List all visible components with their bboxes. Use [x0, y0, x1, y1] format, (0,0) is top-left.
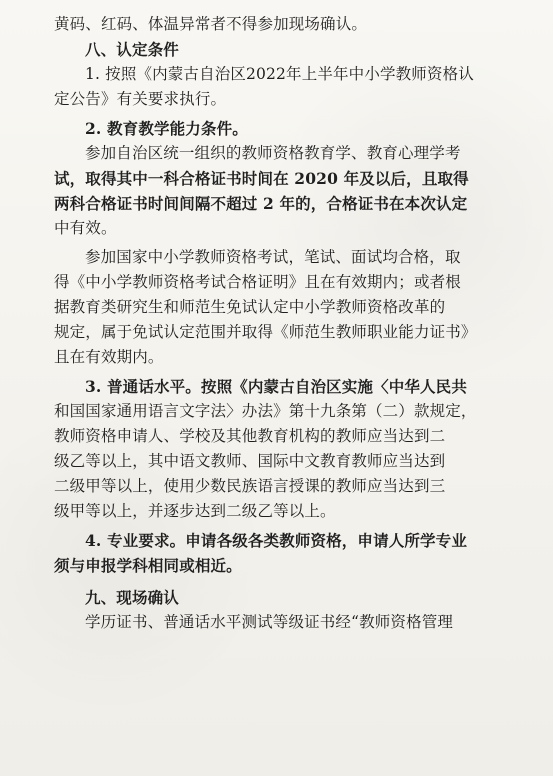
paragraph-gap: [54, 578, 519, 585]
subsection-heading-4: 4. 专业要求。申请各级各类教师资格，申请人所学专业: [85, 531, 467, 550]
text-line-9: 中有效。: [54, 219, 117, 237]
text-line-22: 须与申报学科相同或相近。: [54, 556, 242, 575]
text-line-13: 规定，属于免试认定范围并取得《师范生教师职业能力证书》: [54, 323, 477, 341]
text-line-17: 教师资格申请人、学校及其他教育机构的教师应当达到二: [54, 427, 446, 445]
text-line-3: 1. 按照《内蒙古自治区2022年上半年中小学教师资格认: [85, 65, 474, 83]
text-line-20: 级甲等以上，并逐步达到二级乙等以上。: [54, 502, 336, 520]
text-line-14: 且在有效期内。: [54, 348, 164, 366]
text-line-7: 试，取得其中一科合格证书时间在 2020 年及以后，且取得: [54, 169, 469, 188]
text-line-6: 参加自治区统一组织的教师资格教育学、教育心理学考: [85, 144, 461, 162]
section-heading-8: 八、认定条件: [85, 40, 179, 59]
text-line-24: 学历证书、普通话水平测试等级证书经“教师资格管理: [85, 613, 454, 631]
text-line-10: 参加国家中小学教师资格考试，笔试、面试均合格，取: [85, 248, 461, 266]
text-line-12: 据教育类研究生和师范生免试认定中小学教师资格改革的: [54, 298, 446, 316]
text-line-1: 黄码、红码、体温异常者不得参加现场确认。: [54, 15, 368, 33]
section-heading-9: 九、现场确认: [85, 588, 179, 607]
text-line-19: 二级甲等以上，使用少数民族语言授课的教师应当达到三: [54, 477, 446, 495]
text-line-4: 定公告》有关要求执行。: [54, 90, 227, 108]
subsection-heading-3: 3. 普通话水平。按照《内蒙古自治区实施〈中华人民共: [85, 377, 467, 396]
text-line-8: 两科合格证书时间间隔不超过 2 年的，合格证书在本次认定: [54, 194, 468, 213]
subsection-heading-2: 2. 教育教学能力条件。: [85, 119, 248, 138]
text-line-16: 和国国家通用语言文字法〉办法》第十九条第（二）款规定，: [54, 402, 477, 420]
text-line-18: 级乙等以上，其中语文教师、国际中文教育教师应当达到: [54, 452, 446, 470]
text-line-11: 得《中小学教师资格考试合格证明》且在有效期内；或者根: [54, 273, 461, 291]
